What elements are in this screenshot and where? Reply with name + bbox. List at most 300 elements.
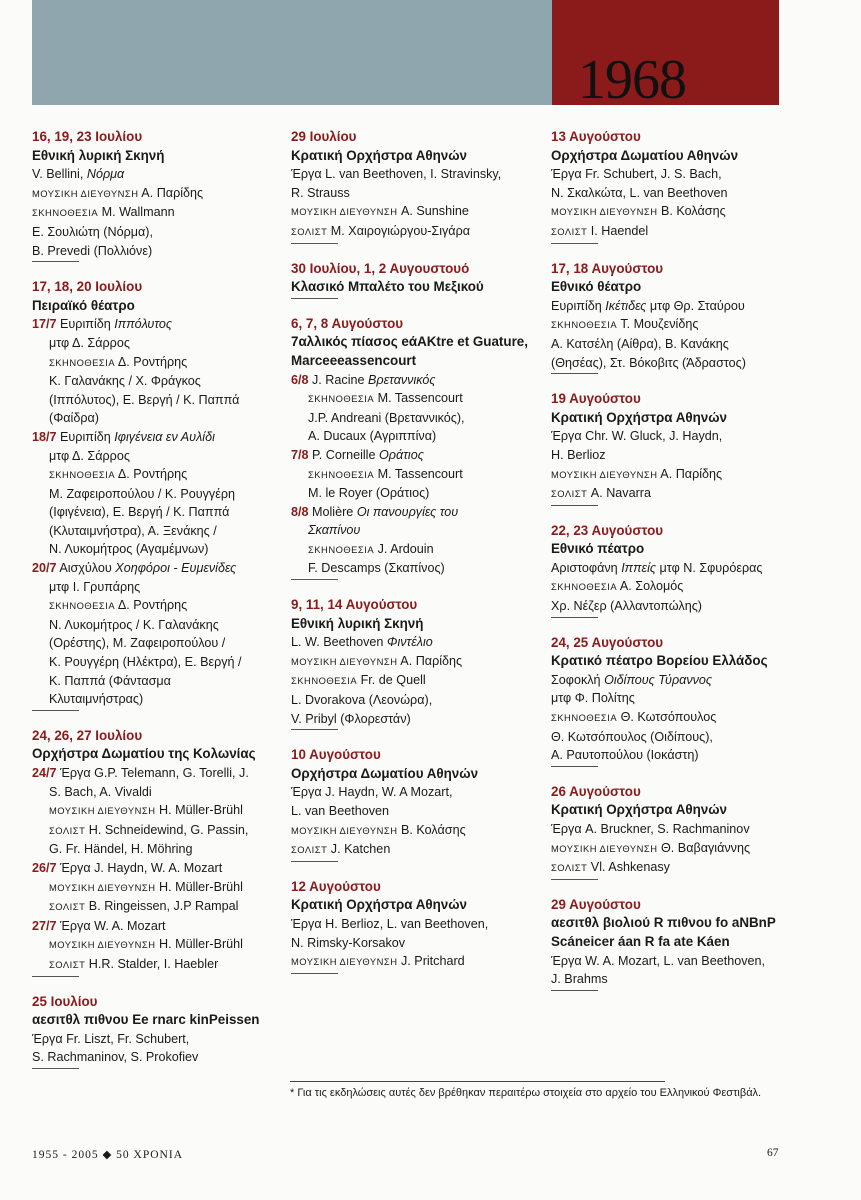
line-text: B. Ringeissen, J.P Rampal — [85, 899, 239, 914]
event-date: 26 Αυγούστου — [551, 783, 641, 799]
line-text: H.R. Stalder, I. Haebler — [85, 956, 219, 971]
event-line — [551, 354, 806, 373]
work-title: Φιντέλιο — [386, 635, 433, 650]
event-line — [291, 427, 546, 446]
line-text: R. Strauss — [291, 185, 350, 200]
event-line — [551, 559, 806, 578]
event-entry — [551, 634, 806, 767]
performance-day: 26/7 — [32, 860, 57, 875]
event-date: 24, 25 Αυγούστου — [551, 634, 664, 650]
event-line — [32, 1048, 287, 1067]
line-text: Μ. Ζαφειροπούλου / Κ. Ρουγγέρη — [49, 486, 235, 501]
footer-title: 1955 - 2005 ◆ 50 ΧΡΟΝΙΑ — [32, 1149, 183, 1161]
line-text: L. W. Beethoven — [291, 635, 387, 650]
event-line — [551, 297, 806, 316]
event-line — [551, 484, 806, 504]
event-line — [291, 521, 546, 540]
credit-role: ΣΟΛΙΣΤ — [49, 958, 86, 970]
event-line — [32, 334, 287, 353]
entry-divider — [291, 243, 338, 244]
line-text: J. Brahms — [551, 972, 608, 987]
line-text: Θ. Κωτσόπουλος (Οιδίπους), — [551, 729, 713, 744]
line-text: J. Ardouin — [374, 541, 434, 556]
event-venue: Κλασικό Μπαλέτο του Μεξικού — [291, 279, 484, 295]
event-line — [551, 708, 806, 728]
credit-role: ΣΚΗΝΟΘΕΣΙΑ — [49, 356, 116, 368]
event-line — [291, 165, 546, 184]
line-text: M. Tassencourt — [374, 391, 463, 406]
line-text: Α. Παρίδης — [397, 653, 463, 668]
event-line — [32, 690, 287, 709]
line-text: Κ. Γαλανάκης / Χ. Φράγκος — [49, 374, 201, 389]
line-text: μτφ Δ. Σάρρος — [49, 335, 130, 350]
line-text: Σοφοκλή — [551, 672, 605, 687]
credit-role: ΜΟΥΣΙΚΗ ΔΙΕΥΘΥΝΣΗ — [291, 956, 398, 968]
credit-role: ΜΟΥΣΙΚΗ ΔΙΕΥΘΥΝΣΗ — [49, 939, 156, 951]
line-text: Χρ. Νέζερ (Αλλαντοπώλης) — [551, 599, 702, 614]
event-line — [32, 897, 287, 917]
event-line — [32, 485, 287, 504]
event-line — [291, 934, 546, 953]
work-title: Νόρμα — [86, 167, 125, 182]
year-title: 1968 — [578, 49, 686, 111]
event-entry — [551, 128, 806, 244]
performance-day: 24/7 — [32, 766, 57, 780]
work-title: Βρεταννικός — [368, 372, 436, 387]
event-line — [32, 223, 287, 242]
credit-role: ΜΟΥΣΙΚΗ ΔΙΕΥΘΥΝΣΗ — [291, 206, 398, 218]
event-line — [32, 596, 287, 616]
event-entry — [551, 260, 806, 375]
event-entry — [551, 783, 806, 880]
line-text: μτφ Ν. Σφυρόερας — [656, 560, 763, 575]
credit-role: ΣΟΛΙΣΤ — [49, 901, 86, 913]
event-entry — [551, 522, 806, 618]
event-venue: Ορχήστρα Δωματίου της Κολωνίας — [32, 746, 256, 762]
event-entry — [291, 315, 546, 580]
event-line — [291, 371, 546, 390]
event-entry — [291, 128, 546, 244]
event-entry — [32, 727, 287, 977]
credit-role: ΣΚΗΝΟΘΕΣΙΑ — [291, 675, 358, 687]
event-entry — [291, 746, 546, 862]
line-text: L. van Beethoven — [291, 804, 390, 818]
credit-role: ΣΚΗΝΟΘΕΣΙΑ — [551, 712, 618, 724]
line-text: μτφ Ι. Γρυπάρης — [49, 579, 141, 594]
event-entry — [32, 278, 287, 711]
event-line — [291, 802, 546, 821]
line-text: Έργα Fr. Schubert, J. S. Bach, — [551, 167, 722, 182]
line-text: F. Descamps (Σκαπίνος) — [308, 561, 445, 576]
line-text: Α. Σολομός — [617, 579, 684, 594]
event-entry — [291, 596, 546, 730]
line-text: Ε. Σουλιώτη (Νόρμα), — [32, 224, 153, 239]
event-venue: Κρατική Ορχήστρα Αθηνών — [291, 897, 468, 913]
line-text: Έργα Fr. Liszt, Fr. Schubert, — [32, 1031, 190, 1046]
line-text: H. Müller-Brühl — [155, 937, 243, 952]
event-line — [291, 691, 546, 710]
event-line — [291, 633, 546, 652]
event-line — [32, 465, 287, 485]
event-venue: Κρατική Ορχήστρα Αθηνών — [551, 802, 728, 818]
line-text: H. Schneidewind, G. Passin, — [85, 822, 249, 837]
line-text: Έργα J. Haydn, W. A Mozart, — [291, 785, 453, 800]
credit-role: ΜΟΥΣΙΚΗ ΔΙΕΥΘΥΝΣΗ — [551, 468, 658, 480]
event-line — [32, 634, 287, 653]
line-text: Α. Ραυτοπούλου (Ιοκάστη) — [551, 748, 699, 763]
work-title: Ιφιγένεια εν Αυλίδι — [114, 429, 215, 444]
entry-divider — [291, 579, 338, 580]
event-entry — [551, 390, 806, 506]
program-column-2 — [291, 128, 546, 990]
event-venue: Εθνικό θέατρο — [551, 279, 642, 295]
event-line — [551, 446, 806, 465]
entry-divider — [291, 298, 338, 299]
event-venue: αεσιτθλ πιθνου Ee rnarc kinPeissen — [32, 1012, 260, 1028]
event-venue: Κρατική Ορχήστρα Αθηνών — [551, 409, 728, 425]
program-column-1 — [32, 128, 287, 1085]
event-line — [32, 203, 287, 223]
line-text: (Ορέστης), Μ. Ζαφειροπούλου / — [49, 636, 226, 651]
event-line — [291, 389, 546, 409]
line-text: Molière — [308, 504, 357, 519]
event-line — [291, 184, 546, 203]
line-text: G. Fr. Händel, H. Möhring — [49, 842, 193, 857]
event-line — [32, 955, 287, 975]
event-date: 17, 18 Αυγούστου — [551, 260, 664, 276]
event-date: 10 Αυγούστου — [291, 747, 381, 763]
event-line — [551, 222, 806, 242]
event-line — [32, 859, 287, 878]
event-line — [551, 746, 806, 765]
event-line — [551, 970, 806, 989]
line-text: μτφ Φ. Πολίτης — [551, 691, 635, 706]
performance-day: 20/7 — [32, 561, 57, 576]
entry-divider — [551, 617, 598, 618]
event-entry — [32, 993, 287, 1069]
event-line — [551, 858, 806, 878]
event-date: 29 Αυγούστου — [551, 896, 641, 912]
line-text: (Κλυταιμνήστρα), Α. Ξενάκης / — [49, 523, 217, 538]
credit-role: ΣΟΛΙΣΤ — [551, 862, 588, 874]
event-line — [32, 801, 287, 821]
event-line — [551, 202, 806, 222]
event-date: 16, 19, 23 Ιουλίου — [32, 129, 143, 144]
performance-day: 6/8 — [291, 372, 309, 387]
line-text: I. Haendel — [587, 223, 649, 238]
footnote-rule — [290, 1081, 665, 1082]
line-text: Vl. Ashkenasy — [587, 860, 670, 875]
line-text: Ευριπίδη — [56, 429, 115, 444]
line-text: L. Dvorakova (Λεονώρα), — [291, 693, 433, 708]
line-text: N. Rimsky-Korsakov — [291, 935, 406, 950]
event-entry — [291, 260, 546, 299]
event-line — [291, 465, 546, 485]
line-text: Κ. Ρουγγέρη (Ηλέκτρα), Ε. Βεργή / — [49, 655, 242, 670]
event-line — [551, 689, 806, 708]
event-line — [291, 559, 546, 578]
event-line — [551, 839, 806, 859]
event-date: 29 Ιουλίου — [291, 129, 357, 144]
line-text: Έργα G.P. Telemann, G. Torelli, J. — [56, 766, 249, 780]
work-title: Οράτιος — [379, 447, 424, 462]
line-text: (Ιφιγένεια), Ε. Βεργή / Κ. Παππά — [49, 505, 230, 520]
event-date: 24, 26, 27 Ιουλίου — [32, 727, 143, 743]
event-line — [551, 597, 806, 616]
performance-day: 17/7 — [32, 317, 57, 332]
credit-role: ΜΟΥΣΙΚΗ ΔΙΕΥΘΥΝΣΗ — [32, 187, 139, 199]
credit-role: ΜΟΥΣΙΚΗ ΔΙΕΥΘΥΝΣΗ — [291, 655, 398, 667]
event-line — [291, 840, 546, 860]
event-entry — [551, 896, 806, 991]
line-text: Έργα L. van Beethoven, I. Stravinsky, — [291, 167, 502, 182]
event-venue: Ορχήστρα Δωματίου Αθηνών — [291, 765, 479, 781]
credit-role: ΣΟΛΙΣΤ — [49, 824, 86, 836]
credit-role: ΣΟΛΙΣΤ — [291, 225, 328, 237]
line-text: μτφ Δ. Σάρρος — [49, 448, 130, 463]
line-text: Ευριπίδη — [56, 317, 115, 332]
event-line — [291, 540, 546, 560]
line-text: Β. Κολάσης — [397, 822, 466, 837]
line-text: Κ. Παππά (Φάντασμα — [49, 673, 171, 688]
entry-divider — [551, 243, 598, 244]
event-venue: Κρατική Ορχήστρα Αθηνών — [291, 147, 468, 163]
credit-role: ΣΚΗΝΟΘΕΣΙΑ — [308, 468, 375, 480]
event-date: 17, 18, 20 Ιουλίου — [32, 279, 143, 295]
credit-role: ΣΟΛΙΣΤ — [291, 844, 328, 856]
event-line — [32, 447, 287, 466]
line-text: Ν. Λυκομήτρος (Αγαμέμνων) — [49, 542, 209, 557]
line-text: H. Berlioz — [551, 447, 606, 462]
event-line — [291, 409, 546, 428]
line-text: Έργα H. Berlioz, L. van Beethoven, — [291, 916, 489, 931]
line-text: S. Rachmaninov, S. Prokofiev — [32, 1050, 199, 1065]
line-text: M. Tassencourt — [374, 466, 463, 481]
credit-role: ΣΟΛΙΣΤ — [551, 488, 588, 500]
credit-role: ΣΚΗΝΟΘΕΣΙΑ — [49, 469, 116, 481]
line-text: Ευριπίδη — [551, 298, 606, 313]
event-line — [291, 671, 546, 691]
line-text: J. Racine — [308, 372, 369, 387]
event-line — [32, 391, 287, 410]
event-line — [551, 165, 806, 184]
work-title: Οιδίπους Τύραννος — [604, 672, 713, 687]
credit-role: ΣΚΗΝΟΘΕΣΙΑ — [308, 393, 375, 405]
performance-day: 7/8 — [291, 447, 309, 462]
performance-day: 8/8 — [291, 504, 309, 519]
event-line — [32, 372, 287, 391]
event-line — [32, 840, 287, 859]
event-venue: Πειραϊκό θέατρο — [32, 297, 135, 313]
event-line — [291, 484, 546, 503]
event-line — [291, 710, 546, 729]
work-title: Οι πανουργίες του — [356, 504, 459, 519]
event-line — [32, 783, 287, 802]
event-line — [291, 821, 546, 841]
entry-divider — [551, 766, 598, 767]
event-line — [32, 540, 287, 559]
event-line — [32, 242, 287, 261]
event-line — [551, 577, 806, 597]
line-text: (Ιππόλυτος), Ε. Βεργή / Κ. Παππά — [49, 392, 240, 407]
event-line — [32, 165, 287, 184]
line-text: Μ. Χαιρογιώργου-Σιγάρα — [327, 223, 471, 238]
event-line — [551, 315, 806, 335]
line-text: Ν. Σκαλκώτα, L. van Beethoven — [551, 185, 728, 200]
event-line — [551, 427, 806, 446]
line-text: B. Prevedi (Πολλιόνε) — [32, 243, 153, 258]
event-line — [551, 671, 806, 690]
event-venue: Εθνική λυρική Σκηνή — [32, 147, 165, 163]
event-line — [32, 409, 287, 428]
event-line — [291, 952, 546, 972]
event-line — [32, 821, 287, 841]
event-line — [32, 616, 287, 635]
event-date: 30 Ιουλίου, 1, 2 Αυγουστουό — [291, 260, 470, 276]
event-line — [32, 184, 287, 204]
work-title: Χοηφόροι - Ευμενίδες — [115, 561, 237, 576]
line-text: Έργα J. Haydn, W. A. Mozart — [56, 860, 223, 875]
entry-divider — [291, 861, 338, 862]
entry-divider — [32, 710, 79, 711]
line-text: Β. Κολάσης — [657, 204, 726, 219]
credit-role: ΣΚΗΝΟΘΕΣΙΑ — [551, 581, 618, 593]
line-text: Ν. Λυκομήτρος / Κ. Γαλανάκης — [49, 617, 219, 632]
event-line — [32, 672, 287, 691]
entry-divider — [32, 976, 79, 977]
line-text: Θ. Κωτσόπουλος — [617, 710, 717, 725]
line-text: M. Wallmann — [98, 205, 175, 220]
line-text: Κλυταιμνήστρας) — [49, 692, 144, 707]
event-line — [32, 428, 287, 447]
entry-divider — [32, 1068, 79, 1069]
event-line — [32, 917, 287, 936]
event-line — [291, 652, 546, 672]
line-text: Τ. Μουζενίδης — [617, 317, 699, 332]
event-venue: Εθνικό πέατρο — [551, 541, 645, 557]
event-line — [551, 820, 806, 839]
event-entry — [32, 128, 287, 262]
page-number: 67 — [767, 1147, 779, 1159]
line-text: Θ. Βαβαγιάννης — [657, 840, 751, 855]
footnote: * Για τις εκδηλώσεις αυτές δεν βρέθηκαν περαιτέρω στοιχεία στο αρχείο του Ελληνικού Φεστιβάλ. — [290, 1087, 762, 1099]
header-band — [32, 0, 552, 105]
event-venue: αεσιτθλ βιολιού R πιθνου fo aNΒnP Scáneicer áan R fa ate Káen — [551, 915, 776, 949]
event-line — [551, 335, 806, 354]
event-entry — [291, 878, 546, 974]
entry-divider — [32, 261, 79, 262]
event-date: 22, 23 Αυγούστου — [551, 522, 664, 538]
event-line — [32, 315, 287, 334]
line-text: Δ. Ροντήρης — [115, 467, 188, 482]
line-text: A. Ducaux (Αγριππίνα) — [308, 429, 437, 444]
credit-role: ΜΟΥΣΙΚΗ ΔΙΕΥΘΥΝΣΗ — [551, 206, 658, 218]
entry-divider — [551, 505, 598, 506]
event-line — [32, 764, 287, 783]
event-line — [32, 353, 287, 373]
performance-day: 18/7 — [32, 429, 57, 444]
line-text: Α. Παρίδης — [657, 466, 723, 481]
event-line — [32, 935, 287, 955]
event-venue: Ορχήστρα Δωματίου Αθηνών — [551, 147, 739, 163]
line-text: Fr. de Quell — [357, 673, 426, 688]
event-line — [551, 728, 806, 747]
event-line — [32, 1030, 287, 1049]
event-line — [32, 578, 287, 597]
event-line — [32, 522, 287, 541]
event-line — [291, 915, 546, 934]
credit-role: ΣΚΗΝΟΘΕΣΙΑ — [551, 319, 618, 331]
line-text: H. Müller-Brühl — [155, 803, 243, 818]
line-text: H. Müller-Brühl — [155, 879, 243, 894]
entry-divider — [551, 879, 598, 880]
event-line — [551, 465, 806, 485]
event-line — [291, 222, 546, 242]
line-text: J.P. Andreani (Βρεταννικός), — [308, 410, 465, 425]
entry-divider — [551, 373, 598, 374]
event-line — [291, 202, 546, 222]
credit-role: ΜΟΥΣΙΚΗ ΔΙΕΥΘΥΝΣΗ — [49, 881, 156, 893]
event-line — [291, 503, 546, 522]
line-text: Αριστοφάνη — [551, 560, 622, 575]
event-date: 9, 11, 14 Αυγούστου — [291, 597, 418, 613]
credit-role: ΣΟΛΙΣΤ — [551, 225, 588, 237]
line-text: A. Sunshine — [397, 204, 469, 219]
entry-divider — [291, 973, 338, 974]
line-text: Δ. Ροντήρης — [115, 598, 188, 613]
line-text: J. Katchen — [327, 842, 391, 857]
event-line — [291, 446, 546, 465]
work-title: Ικέτιδες — [605, 298, 647, 313]
credit-role: ΜΟΥΣΙΚΗ ΔΙΕΥΘΥΝΣΗ — [49, 805, 156, 817]
event-venue: Κρατικό πέατρο Βορείου Ελλάδος — [551, 653, 768, 669]
line-text: Έργα W. A. Mozart — [56, 918, 166, 933]
work-title: Ιππείς — [621, 560, 657, 575]
event-date: 12 Αυγούστου — [291, 878, 381, 894]
line-text: J. Pritchard — [397, 954, 465, 969]
work-title: Ιππόλυτος — [114, 317, 173, 332]
performance-day: 27/7 — [32, 918, 57, 933]
event-line — [32, 503, 287, 522]
event-line — [551, 184, 806, 203]
credit-role: ΣΚΗΝΟΘΕΣΙΑ — [49, 600, 116, 612]
event-line — [32, 653, 287, 672]
line-text: Έργα W. A. Mozart, L. van Beethoven, — [551, 953, 766, 968]
event-date: 6, 7, 8 Αυγούστου — [291, 315, 404, 331]
line-text: Έργα Chr. W. Gluck, J. Haydn, — [551, 429, 723, 444]
line-text: Δ. Ροντήρης — [115, 354, 188, 369]
line-text: (Φαίδρα) — [49, 411, 99, 426]
credit-role: ΜΟΥΣΙΚΗ ΔΙΕΥΘΥΝΣΗ — [551, 842, 658, 854]
event-line — [291, 783, 546, 802]
line-text: Α. Παρίδης — [138, 185, 204, 200]
event-line — [32, 878, 287, 898]
entry-divider — [291, 729, 338, 730]
line-text: V. Bellini, — [32, 167, 87, 182]
credit-role: ΣΚΗΝΟΘΕΣΙΑ — [32, 207, 99, 219]
line-text: μτφ Θρ. Σταύρου — [646, 298, 745, 313]
event-date: 25 Ιουλίου — [32, 993, 98, 1009]
credit-role: ΜΟΥΣΙΚΗ ΔΙΕΥΘΥΝΣΗ — [291, 824, 398, 836]
line-text: (Θησέας), Στ. Βόκοβιτς (Άδραστος) — [551, 355, 746, 370]
event-line — [32, 559, 287, 578]
event-date: 13 Αυγούστου — [551, 129, 641, 144]
event-venue: 7αλλικός πίασος eάAKtre et Guature, Marceeeassencourt — [291, 334, 528, 368]
credit-role: ΣΚΗΝΟΘΕΣΙΑ — [308, 543, 375, 555]
line-text: P. Corneille — [308, 447, 379, 462]
line-text: Έργα A. Bruckner, S. Rachmaninov — [551, 822, 750, 836]
program-column-3 — [551, 128, 806, 1007]
